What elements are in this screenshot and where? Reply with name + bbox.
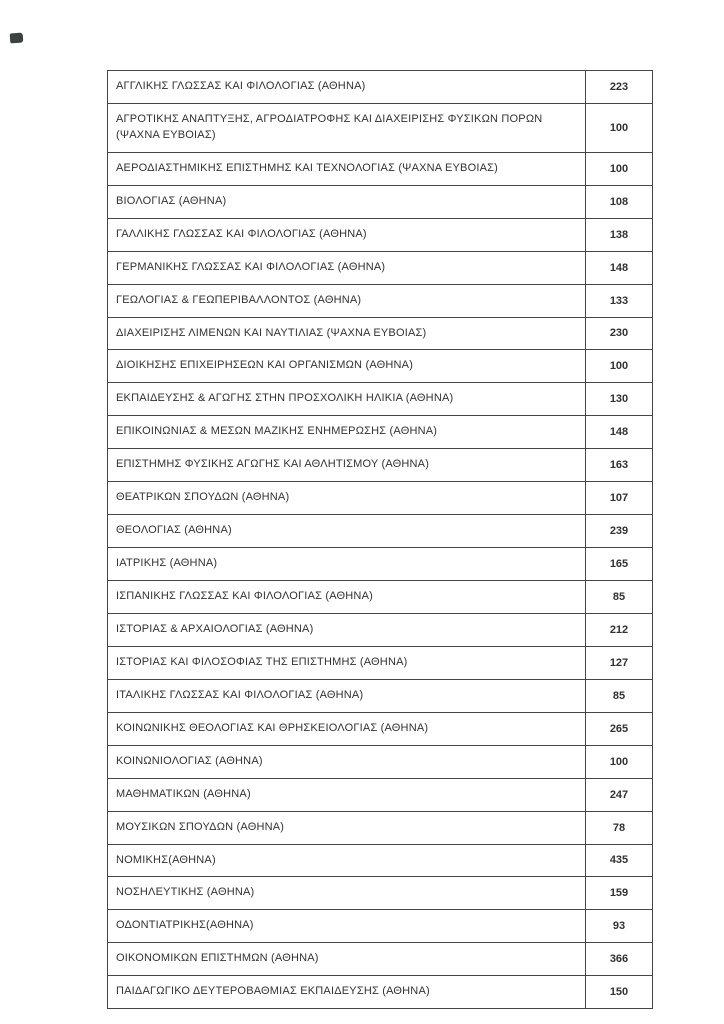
table-row — [108, 515, 653, 548]
admission-count-cell: 265 — [586, 712, 653, 745]
table-row — [108, 745, 653, 778]
department-name-cell: ΜΟΥΣΙΚΩΝ ΣΠΟΥΔΩΝ (ΑΘΗΝΑ) — [108, 811, 586, 844]
table-row — [108, 383, 653, 416]
department-name-cell: ΝΟΜΙΚΗΣ(ΑΘΗΝΑ) — [108, 844, 586, 877]
department-name-cell: ΙΣΤΟΡΙΑΣ & ΑΡΧΑΙΟΛΟΓΙΑΣ (ΑΘΗΝΑ) — [108, 613, 586, 646]
table-row — [108, 218, 653, 251]
table-row — [108, 778, 653, 811]
department-name-cell: ΔΙΟΙΚΗΣΗΣ ΕΠΙΧΕΙΡΗΣΕΩΝ ΚΑΙ ΟΡΓΑΝΙΣΜΩΝ (ΑΘΗΝΑ) — [108, 350, 586, 383]
department-name-cell: ΙΣΠΑΝΙΚΗΣ ΓΛΩΣΣΑΣ ΚΑΙ ΦΙΛΟΛΟΓΙΑΣ (ΑΘΗΝΑ) — [108, 581, 586, 614]
table-row — [108, 811, 653, 844]
table-row — [108, 482, 653, 515]
table-row — [108, 416, 653, 449]
department-name-cell: ΑΓΓΛΙΚΗΣ ΓΛΩΣΣΑΣ ΚΑΙ ΦΙΛΟΛΟΓΙΑΣ (ΑΘΗΝΑ) — [108, 71, 586, 104]
admission-count-cell: 150 — [586, 976, 653, 1009]
table-row — [108, 449, 653, 482]
admission-count-cell: 223 — [586, 71, 653, 104]
department-name-cell: ΟΙΚΟΝΟΜΙΚΩΝ ΕΠΙΣΤΗΜΩΝ (ΑΘΗΝΑ) — [108, 943, 586, 976]
table-row — [108, 103, 653, 152]
admission-count-cell: 247 — [586, 778, 653, 811]
table-row — [108, 613, 653, 646]
table-row — [108, 284, 653, 317]
admission-count-cell: 127 — [586, 646, 653, 679]
department-name-cell: ΘΕΑΤΡΙΚΩΝ ΣΠΟΥΔΩΝ (ΑΘΗΝΑ) — [108, 482, 586, 515]
department-name-cell: ΙΣΤΟΡΙΑΣ ΚΑΙ ΦΙΛΟΣΟΦΙΑΣ ΤΗΣ ΕΠΙΣΤΗΜΗΣ (ΑΘΗΝΑ) — [108, 646, 586, 679]
admission-count-cell: 366 — [586, 943, 653, 976]
table-row — [108, 943, 653, 976]
department-name-cell: ΘΕΟΛΟΓΙΑΣ (ΑΘΗΝΑ) — [108, 515, 586, 548]
department-name-cell: ΒΙΟΛΟΓΙΑΣ (ΑΘΗΝΑ) — [108, 185, 586, 218]
table-row — [108, 844, 653, 877]
table-row — [108, 877, 653, 910]
admission-count-cell: 130 — [586, 383, 653, 416]
table-row — [108, 679, 653, 712]
admission-count-cell: 100 — [586, 152, 653, 185]
table-row — [108, 581, 653, 614]
department-name-cell: ΟΔΟΝΤΙΑΤΡΙΚΗΣ(ΑΘΗΝΑ) — [108, 910, 586, 943]
admission-count-cell: 435 — [586, 844, 653, 877]
admission-count-cell: 148 — [586, 416, 653, 449]
department-name-cell: ΓΕΡΜΑΝΙΚΗΣ ΓΛΩΣΣΑΣ ΚΑΙ ΦΙΛΟΛΟΓΙΑΣ (ΑΘΗΝΑ) — [108, 251, 586, 284]
department-name-cell: ΕΠΙΚΟΙΝΩΝΙΑΣ & ΜΕΣΩΝ ΜΑΖΙΚΗΣ ΕΝΗΜΕΡΩΣΗΣ (ΑΘΗΝΑ) — [108, 416, 586, 449]
table-row — [108, 71, 653, 104]
admission-count-cell: 78 — [586, 811, 653, 844]
department-name-cell: ΝΟΣΗΛΕΥΤΙΚΗΣ (ΑΘΗΝΑ) — [108, 877, 586, 910]
table-row — [108, 910, 653, 943]
table-row — [108, 976, 653, 1009]
admission-count-cell: 159 — [586, 877, 653, 910]
admission-count-cell: 212 — [586, 613, 653, 646]
admission-count-cell: 85 — [586, 679, 653, 712]
admission-count-cell: 108 — [586, 185, 653, 218]
admission-count-cell: 100 — [586, 745, 653, 778]
department-name-cell: ΚΟΙΝΩΝΙΟΛΟΓΙΑΣ (ΑΘΗΝΑ) — [108, 745, 586, 778]
department-name-cell: ΑΕΡΟΔΙΑΣΤΗΜΙΚΗΣ ΕΠΙΣΤΗΜΗΣ ΚΑΙ ΤΕΧΝΟΛΟΓΙΑΣ (ΨΑΧΝΑ ΕΥΒΟΙΑΣ) — [108, 152, 586, 185]
admission-count-cell: 93 — [586, 910, 653, 943]
table-row — [108, 712, 653, 745]
table-row — [108, 317, 653, 350]
admission-count-cell: 163 — [586, 449, 653, 482]
admission-count-cell: 138 — [586, 218, 653, 251]
admissions-table-body — [108, 71, 653, 1009]
admission-count-cell: 85 — [586, 581, 653, 614]
table-row — [108, 152, 653, 185]
table-row — [108, 548, 653, 581]
ink-smudge-artifact — [10, 33, 24, 44]
department-name-cell: ΔΙΑΧΕΙΡΙΣΗΣ ΛΙΜΕΝΩΝ ΚΑΙ ΝΑΥΤΙΛΙΑΣ (ΨΑΧΝΑ ΕΥΒΟΙΑΣ) — [108, 317, 586, 350]
table-row — [108, 185, 653, 218]
admissions-table — [107, 70, 653, 1009]
table-row — [108, 350, 653, 383]
department-name-cell: ΜΑΘΗΜΑΤΙΚΩΝ (ΑΘΗΝΑ) — [108, 778, 586, 811]
department-name-cell: ΙΑΤΡΙΚΗΣ (ΑΘΗΝΑ) — [108, 548, 586, 581]
department-name-cell: ΓΑΛΛΙΚΗΣ ΓΛΩΣΣΑΣ ΚΑΙ ΦΙΛΟΛΟΓΙΑΣ (ΑΘΗΝΑ) — [108, 218, 586, 251]
admission-count-cell: 239 — [586, 515, 653, 548]
department-name-cell: ΕΚΠΑΙΔΕΥΣΗΣ & ΑΓΩΓΗΣ ΣΤΗΝ ΠΡΟΣΧΟΛΙΚΗ ΗΛΙΚΙΑ (ΑΘΗΝΑ) — [108, 383, 586, 416]
department-name-cell: ΚΟΙΝΩΝΙΚΗΣ ΘΕΟΛΟΓΙΑΣ ΚΑΙ ΘΡΗΣΚΕΙΟΛΟΓΙΑΣ (ΑΘΗΝΑ) — [108, 712, 586, 745]
table-row — [108, 251, 653, 284]
admission-count-cell: 165 — [586, 548, 653, 581]
admission-count-cell: 100 — [586, 103, 653, 152]
department-name-cell: ΕΠΙΣΤΗΜΗΣ ΦΥΣΙΚΗΣ ΑΓΩΓΗΣ ΚΑΙ ΑΘΛΗΤΙΣΜΟΥ (ΑΘΗΝΑ) — [108, 449, 586, 482]
admission-count-cell: 100 — [586, 350, 653, 383]
department-name-cell: ΙΤΑΛΙΚΗΣ ΓΛΩΣΣΑΣ ΚΑΙ ΦΙΛΟΛΟΓΙΑΣ (ΑΘΗΝΑ) — [108, 679, 586, 712]
admission-count-cell: 230 — [586, 317, 653, 350]
department-name-cell: ΑΓΡΟΤΙΚΗΣ ΑΝΑΠΤΥΞΗΣ, ΑΓΡΟΔΙΑΤΡΟΦΗΣ ΚΑΙ ΔΙΑΧΕΙΡΙΣΗΣ ΦΥΣΙΚΩΝ ΠΟΡΩΝ (ΨΑΧΝΑ ΕΥΒΟΙΑΣ) — [108, 103, 586, 152]
table-row — [108, 646, 653, 679]
department-name-cell: ΓΕΩΛΟΓΙΑΣ & ΓΕΩΠΕΡΙΒΑΛΛΟΝΤΟΣ (ΑΘΗΝΑ) — [108, 284, 586, 317]
admission-count-cell: 133 — [586, 284, 653, 317]
admission-count-cell: 148 — [586, 251, 653, 284]
admission-count-cell: 107 — [586, 482, 653, 515]
department-name-cell: ΠΑΙΔΑΓΩΓΙΚΟ ΔΕΥΤΕΡΟΒΑΘΜΙΑΣ ΕΚΠΑΙΔΕΥΣΗΣ (ΑΘΗΝΑ) — [108, 976, 586, 1009]
